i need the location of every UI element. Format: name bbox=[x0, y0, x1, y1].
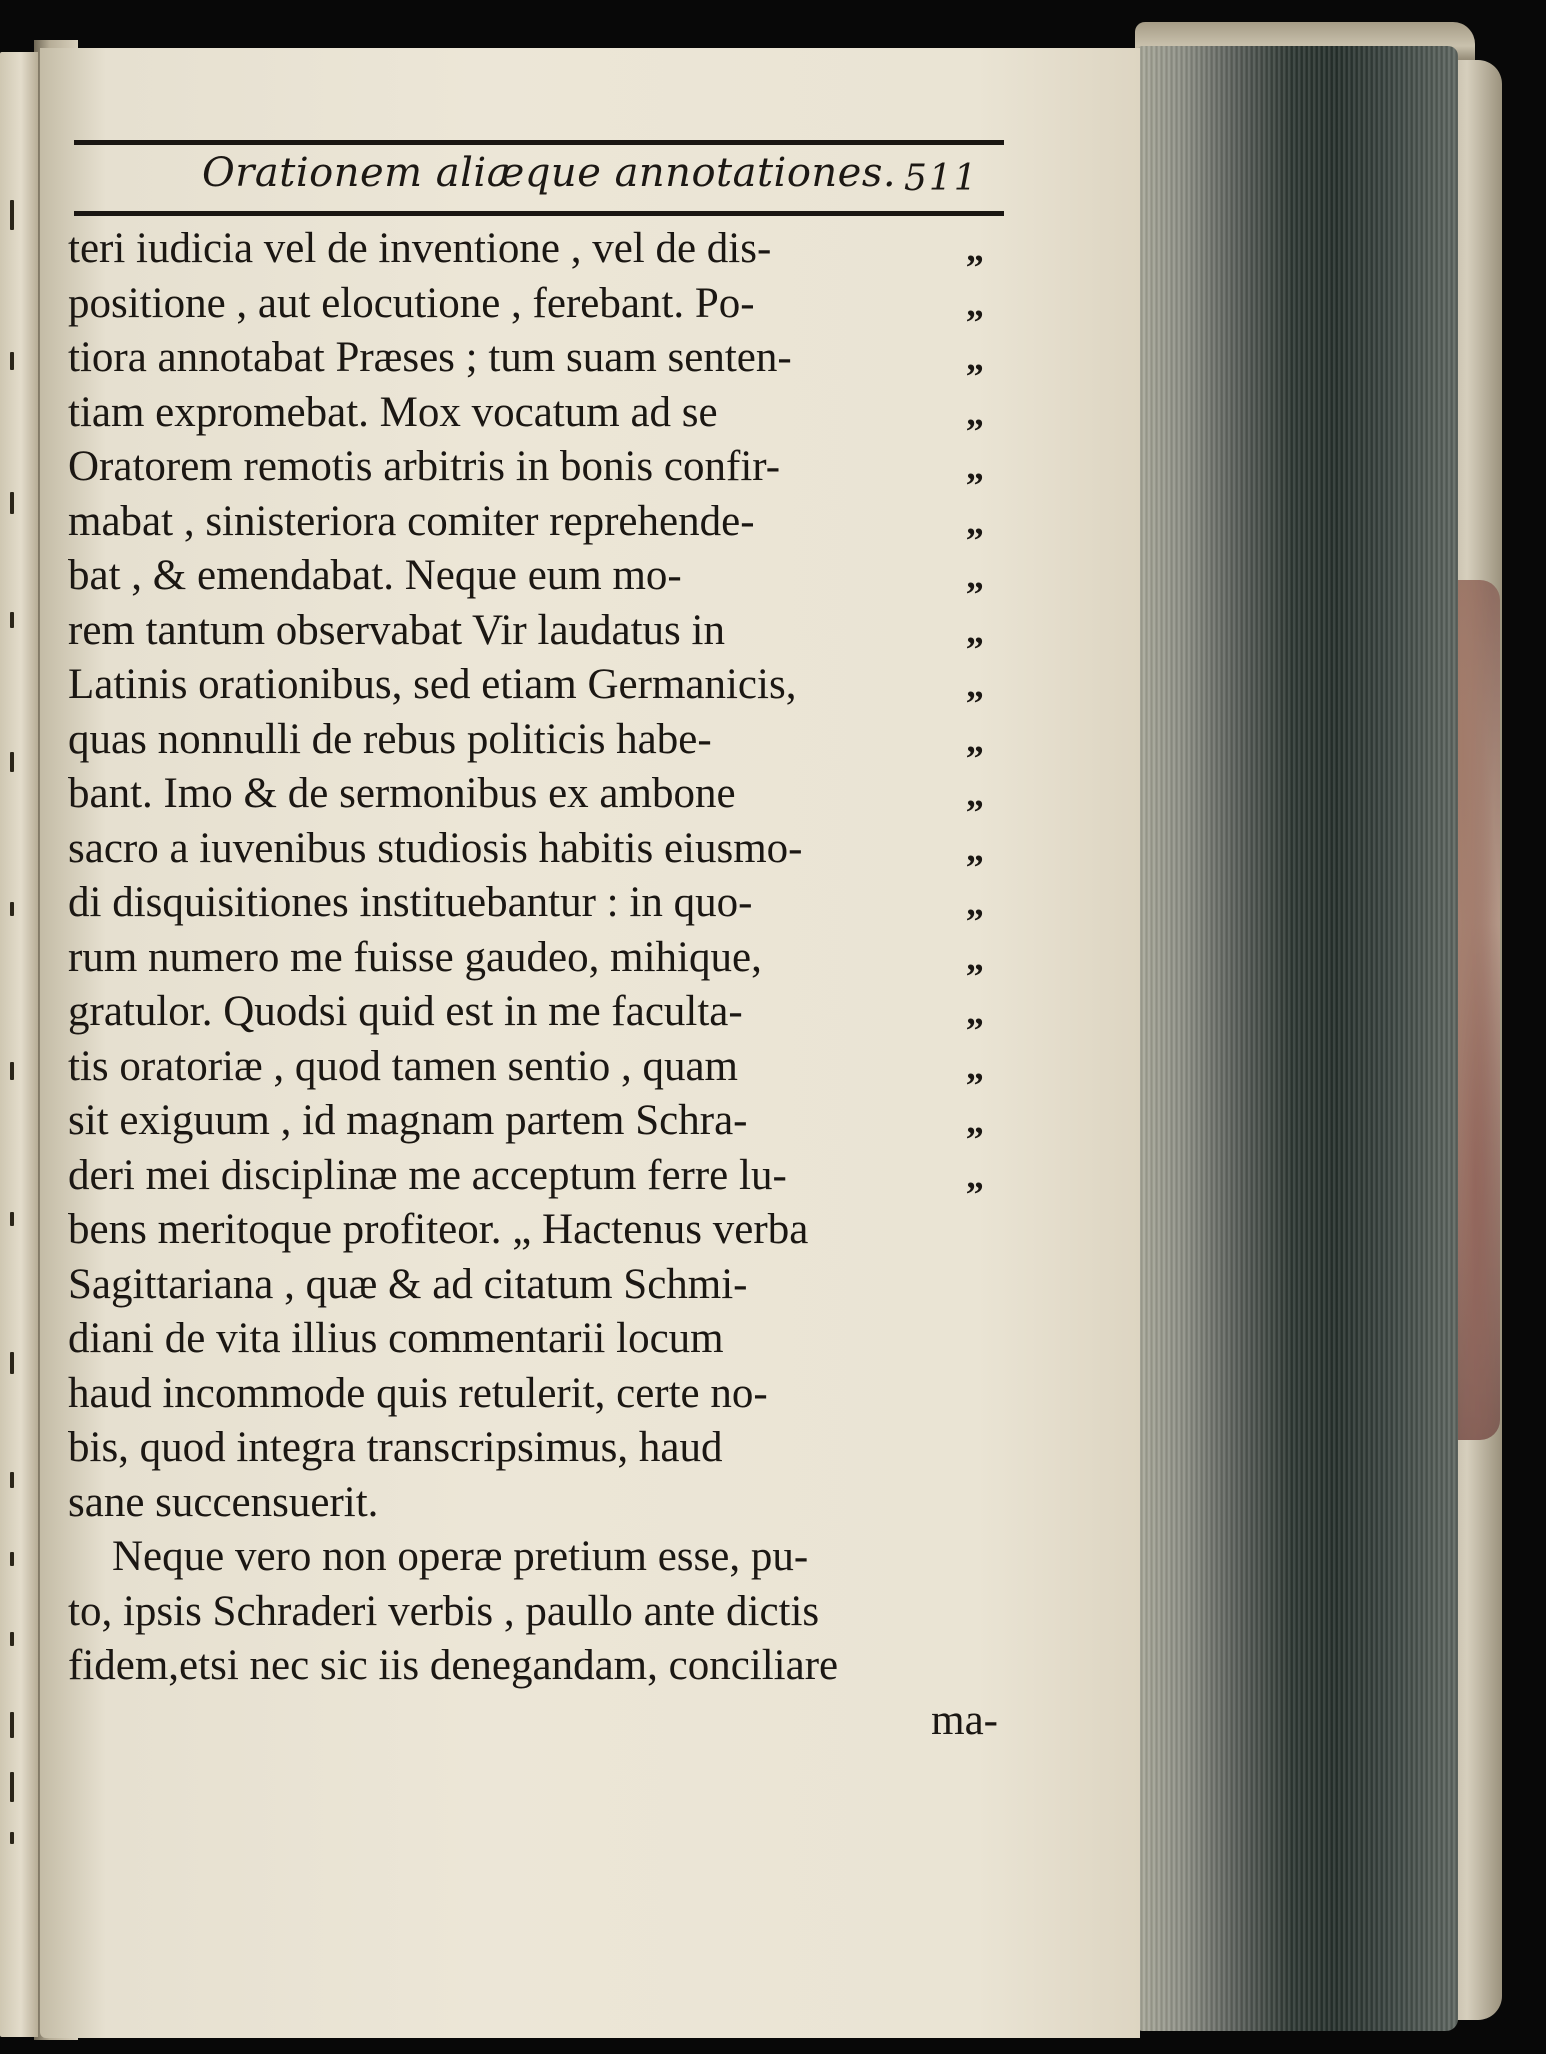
line-text: di disquisitiones instituebantur : in quo- bbox=[68, 879, 753, 926]
text-line bbox=[68, 604, 1018, 659]
text-line bbox=[68, 1476, 1018, 1531]
quotation-mark: „ bbox=[966, 992, 984, 1032]
text-line bbox=[68, 1258, 1018, 1313]
text-line bbox=[68, 658, 1018, 713]
line-text: Neque vero non operæ pretium esse, pu- bbox=[112, 1533, 809, 1580]
line-text: tis oratoriæ , quod tamen sentio , quam bbox=[68, 1042, 738, 1090]
quotation-mark: „ bbox=[966, 1155, 984, 1196]
left-page-edge bbox=[0, 52, 38, 2037]
line-text: fidem,etsi nec sic iis denegandam, conciliare bbox=[68, 1642, 839, 1689]
quotation-mark: „ bbox=[966, 1046, 984, 1087]
line-text: bant. Imo & de sermonibus ex ambone bbox=[68, 770, 736, 817]
line-text: bis, quod integra transcripsimus, haud bbox=[68, 1424, 723, 1471]
quotation-mark: „ bbox=[966, 447, 984, 487]
line-text: tiora annotabat Præses ; tum suam senten- bbox=[68, 334, 792, 381]
text-line bbox=[68, 1530, 1018, 1585]
quotation-mark: „ bbox=[966, 501, 984, 542]
text-line bbox=[68, 495, 1018, 550]
line-text: deri mei disciplinæ me acceptum ferre lu- bbox=[68, 1151, 787, 1199]
text-line bbox=[68, 1421, 1018, 1476]
text-line bbox=[68, 1203, 1018, 1258]
quotation-mark: „ bbox=[966, 774, 984, 814]
line-text: positione , aut elocutione , ferebant. Po- bbox=[68, 279, 755, 327]
body-text bbox=[68, 222, 1018, 1748]
line-text: teri iudicia vel de inventione , vel de dis- bbox=[68, 225, 772, 272]
quotation-mark: „ bbox=[966, 338, 984, 378]
line-text: to, ipsis Schraderi verbis , paullo ante dictis bbox=[68, 1587, 820, 1635]
text-line bbox=[68, 549, 1018, 604]
text-line bbox=[68, 1312, 1018, 1367]
line-text: mabat , sinisteriora comiter reprehende- bbox=[68, 497, 755, 545]
quotation-mark: „ bbox=[966, 610, 984, 651]
text-line bbox=[68, 331, 1018, 386]
line-text: quas nonnulli de rebus politicis habe- bbox=[68, 715, 712, 763]
quotation-mark: „ bbox=[966, 937, 984, 978]
text-line bbox=[68, 277, 1018, 332]
quotation-mark: „ bbox=[966, 883, 984, 923]
text-line bbox=[68, 767, 1018, 822]
text-line bbox=[68, 222, 1018, 277]
quotation-mark: „ bbox=[966, 229, 984, 269]
text-line bbox=[68, 440, 1018, 495]
page-header bbox=[74, 140, 1004, 218]
catchword: ma- bbox=[931, 1696, 998, 1744]
line-text: Latinis orationibus, sed etiam Germanicis, bbox=[68, 661, 797, 708]
line-text: sacro a iuvenibus studiosis habitis eiusmo- bbox=[68, 824, 803, 872]
quotation-mark: „ bbox=[966, 665, 984, 705]
line-text: bens meritoque profiteor. „ Hactenus verba bbox=[68, 1206, 809, 1253]
line-text: bat , & emendabat. Neque eum mo- bbox=[68, 552, 682, 599]
line-text: Oratorem remotis arbitris in bonis confir- bbox=[68, 443, 781, 490]
text-line bbox=[68, 1149, 1018, 1204]
quotation-mark: „ bbox=[966, 719, 984, 760]
line-text: diani de vita illius commentarii locum bbox=[68, 1315, 724, 1362]
catchword-line bbox=[68, 1694, 1018, 1749]
text-line bbox=[68, 822, 1018, 877]
quotation-mark: „ bbox=[966, 556, 984, 596]
text-line bbox=[68, 1367, 1018, 1422]
header-rule-bottom bbox=[74, 211, 1004, 216]
text-line bbox=[68, 1094, 1018, 1149]
line-text: gratulor. Quodsi quid est in me faculta- bbox=[68, 988, 743, 1035]
header-rule-top bbox=[74, 140, 1004, 145]
text-line bbox=[68, 931, 1018, 986]
quotation-mark: „ bbox=[966, 392, 984, 433]
line-text: haud incommode quis retulerit, certe no- bbox=[68, 1369, 768, 1417]
line-text: rem tantum observabat Vir laudatus in bbox=[68, 606, 725, 654]
line-text: Sagittariana , quæ & ad citatum Schmi- bbox=[68, 1260, 748, 1308]
running-head: Orationem aliæque annotationes. bbox=[202, 150, 897, 196]
text-line bbox=[68, 1040, 1018, 1095]
text-line bbox=[68, 386, 1018, 441]
page-block-fore-edge bbox=[1138, 46, 1458, 2031]
text-line bbox=[68, 1585, 1018, 1640]
text-line bbox=[68, 985, 1018, 1040]
page-number: 511 bbox=[904, 158, 979, 199]
quotation-mark: „ bbox=[966, 283, 984, 324]
text-line bbox=[68, 1639, 1018, 1694]
quotation-mark: „ bbox=[966, 1101, 984, 1141]
line-text: rum numero me fuisse gaudeo, mihique, bbox=[68, 933, 762, 981]
text-line bbox=[68, 876, 1018, 931]
text-line bbox=[68, 713, 1018, 768]
quotation-mark: „ bbox=[966, 828, 984, 869]
line-text: sit exiguum , id magnam partem Schra- bbox=[68, 1097, 748, 1144]
line-text: tiam expromebat. Mox vocatum ad se bbox=[68, 388, 718, 436]
line-text: sane succensuerit. bbox=[68, 1478, 379, 1526]
